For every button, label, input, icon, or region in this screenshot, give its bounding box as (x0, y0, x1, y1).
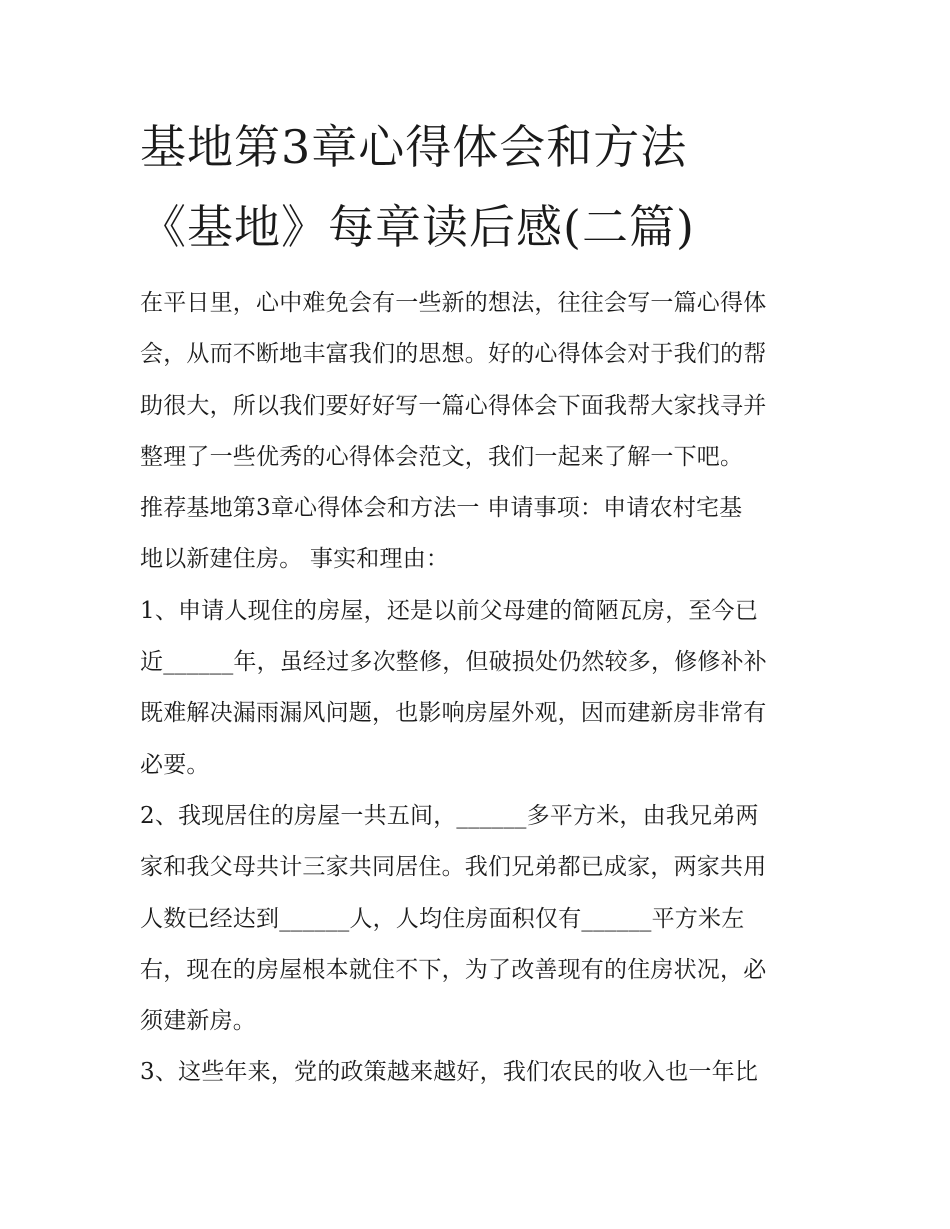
body-line: 在平日里，心中难免会有一些新的想法，往往会写一篇心得体 (140, 290, 767, 316)
body-line: 助很大，所以我们要好好写一篇心得体会下面我帮大家找寻并 (140, 392, 767, 419)
body-line: 3、这些年来，党的政策越来越好，我们农民的收入也一年比 (140, 1059, 759, 1086)
body-line: 会，从而不断地丰富我们的思想。好的心得体会对于我们的帮 (140, 341, 767, 368)
body-line: 近______年，虽经过多次整修，但破损处仍然较多，修修补补 (140, 649, 767, 676)
body-line: 1、申请人现住的房屋，还是以前父母建的简陋瓦房，至今已 (140, 597, 759, 624)
body-line: 人数已经达到______人，人均住房面积仅有______平方米左 (140, 905, 745, 932)
body-line: 须建新房。 (140, 1008, 256, 1035)
document-title-line-1: 基地第3章心得体会和方法 (140, 120, 688, 174)
body-line: 2、我现居住的房屋一共五间，______多平方米，由我兄弟两 (140, 802, 759, 829)
body-line: 整理了一些优秀的心得体会范文，我们一起来了解一下吧。 (140, 443, 744, 470)
body-line: 地以新建住房。 事实和理由： (140, 546, 450, 573)
body-line: 既难解决漏雨漏风问题，也影响房屋外观，因而建新房非常有 (140, 700, 767, 727)
body-line: 必要。 (140, 751, 210, 778)
body-line: 家和我父母共计三家共同居住。我们兄弟都已成家，两家共用 (140, 854, 767, 881)
document-body (140, 278, 820, 1099)
document-title-line-2: 《基地》每章读后感(二篇) (140, 200, 695, 254)
body-line: 右，现在的房屋根本就住不下，为了改善现有的住房状况，必 (140, 956, 767, 983)
body-line: 推荐基地第3章心得体会和方法一 申请事项：申请农村宅基 (140, 495, 743, 522)
